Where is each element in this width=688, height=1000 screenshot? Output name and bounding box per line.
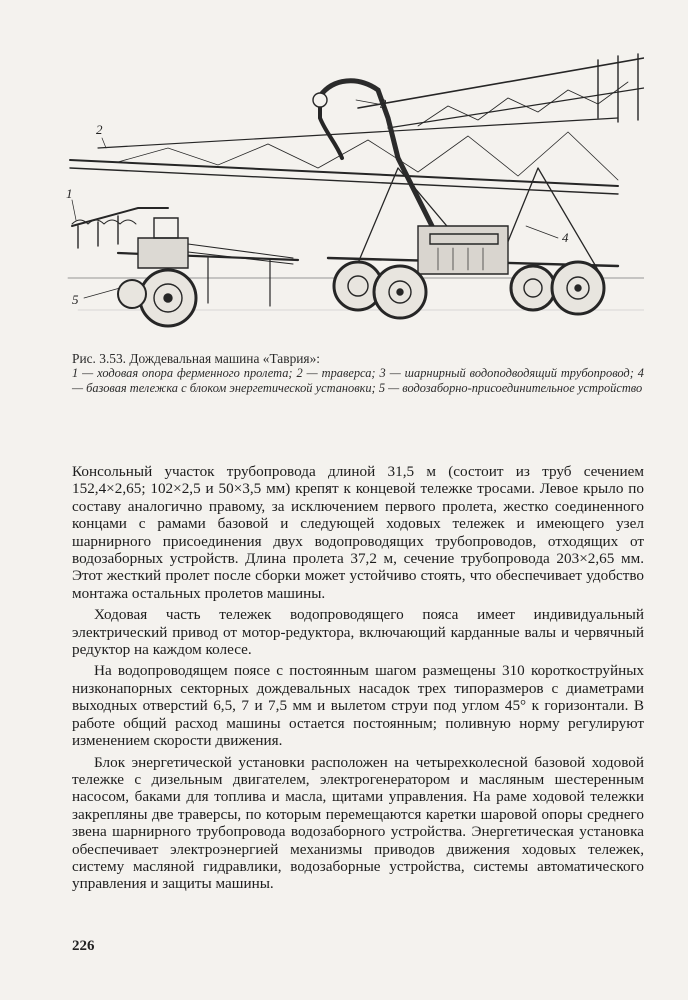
paragraph: Консольный участок трубопровода длиной 31,5 м (состоит из труб сечением 152,4×2,65; 102×2,5 и 50×3,5 мм) крепят к концевой тележке тросами. Левое крыло по составу аналогично правому, за исключением первого пролета, жестко соединенного концами с рамами базовой и следующей ходовых тележек и имеющего узел шарнирного присоединения двух водопроводящих трубопроводов, отходящих от водозаборных устройств. Длина пролета 37,2 м, сечение трубопровода 203×2,65 мм. Этот жесткий пролет после сборки может устойчиво стоять, что обеспечивает удобство монтажа остальных пролетов машины. [72,463,644,602]
machine-illustration [58,48,644,338]
callout-4: 4 [562,230,569,245]
paragraph: На водопроводящем поясе с постоянным шагом размещены 310 короткоструйных низконапорных секторных дождевальных насадок трех типоразмеров с диаметрами выходных отверстий 6,5, 7 и 7,5 мм и вылетом струи под углом 45° к горизонтали. В работе общий расход машины остается постоянным; поливную норму регулируют изменением скорости движения. [72,662,644,750]
paragraph: Блок энергетической установки расположен на четырехколесной базовой ходовой тележке с дизельным двигателем, электрогенератором и масляным шестеренным насосом, баками для топлива и масла, щитами управления. На раме ходовой тележки закрепляны две траверсы, по которым перемещаются каретки шаровой опоры среднего звена шарнирного трубопровода водозаборного устройства. Энергетическая установка обеспечивает электроэнергией механизмы приводов движения ходовых тележек, систему масляной гидравлики, водозаборные устройства, системы автоматического управления и защиты машины. [72,753,644,893]
body-text [72,463,644,897]
callout-2: 2 [96,122,103,137]
callout-3: 3 [380,96,387,111]
tavria-sprinkler-drawing [58,48,644,338]
callout-1: 1 [66,186,73,201]
callout-5: 5 [72,292,79,307]
paragraph: Ходовая часть тележек водопроводящего пояса имеет индивидуальный электрический привод от мотор-редуктора, включающий карданные валы и червячный редуктор на каждом колесе. [72,606,644,659]
page-number: 226 [72,938,95,954]
caption-title: Рис. 3.53. Дождевальная машина «Таврия»: [72,351,321,366]
figure-caption [72,351,644,396]
caption-legend: 1 — ходовая опора ферменного пролета; 2 — траверса; 3 — шарнирный водоподводящий трубопровод; 4 — базовая тележка с блоком энергетической установки; 5 — водозаборно-присоединительное устройство [72,366,644,395]
